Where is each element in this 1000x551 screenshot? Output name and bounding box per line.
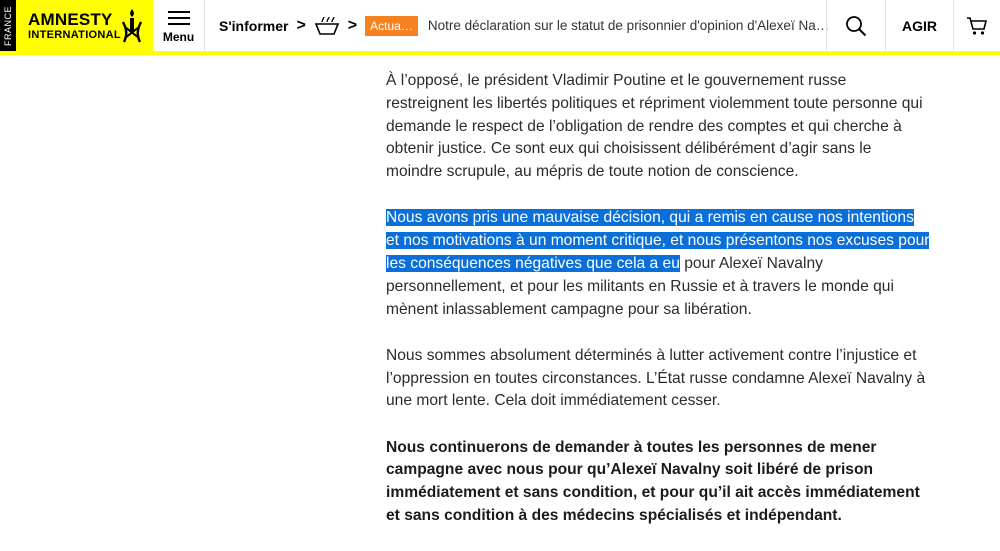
country-strip [0, 0, 16, 51]
breadcrumb-sinformer[interactable]: S'informer [219, 17, 289, 34]
chevron-right-icon: > [296, 16, 306, 34]
paragraph-3: Nous sommes absolument déterminés à lutter activement contre l’injustice et l’oppression en toutes circonstances. L’État russe condamne Alexeï Navalny à une mort lente. Cela doit immédiatement cesser. [386, 346, 926, 410]
site-header [0, 0, 1000, 55]
cart-icon [966, 16, 988, 36]
paragraph-1: À l’opposé, le président Vladimir Poutine et le gouvernement russe restreignent les libertés politiques et répriment violemment toute personne qui demande le respect de l’obligation de rendre des comptes et qui cherche à obtenir justice. Ce sont eux qui choisissent délibérément d’agir sans le moindre scrupule, au mépris de toute notion de conscience. [386, 72, 923, 181]
chevron-right-icon: > [347, 16, 358, 34]
cart-button[interactable] [953, 0, 1000, 51]
logo-text [28, 11, 121, 41]
article-body [386, 70, 931, 551]
search-button[interactable] [826, 0, 885, 51]
menu-button[interactable] [153, 0, 205, 51]
hamburger-icon [168, 7, 190, 29]
selected-text-highlight[interactable]: Nous avons pris une mauvaise décision, qui a remis en cause nos intentions et nos motivations à un moment critique, et nous présentons nos excuses pour les conséquences négatives que cela a eu [386, 209, 930, 272]
paragraph-4-bold: Nous continuerons de demander à toutes les personnes de mener campagne avec nous pour qu’Alexeï Navalny soit libéré de prison immédiatement et sans condition, et pour qu’il ait accès immédiatement et sans condition à des médecins spécialisés et indépendant. [386, 438, 920, 524]
breadcrumb [205, 0, 830, 51]
menu-label: Menu [162, 30, 195, 44]
paragraph-2-rest: pour Alexeï Navalny personnellement, et pour les militants en Russie et à travers le monde qui mènent inlassablement campagne pour sa libération. [386, 254, 894, 318]
breadcrumb-current-title: Notre déclaration sur le statut de prisonnier d'opinion d'Alexeï Na… [427, 18, 830, 33]
logo-line2: INTERNATIONAL [28, 28, 121, 41]
candle-icon [121, 8, 143, 49]
amnesty-logo[interactable] [16, 0, 153, 51]
agir-button[interactable]: AGIR [885, 0, 953, 51]
paragraph-2 [386, 207, 931, 321]
bowl-icon[interactable] [314, 15, 340, 37]
search-icon [845, 15, 867, 37]
logo-line1: AMNESTY [28, 9, 113, 29]
country-label: FRANCE [3, 5, 13, 46]
breadcrumb-actualites-badge[interactable]: Actua… [365, 16, 418, 36]
